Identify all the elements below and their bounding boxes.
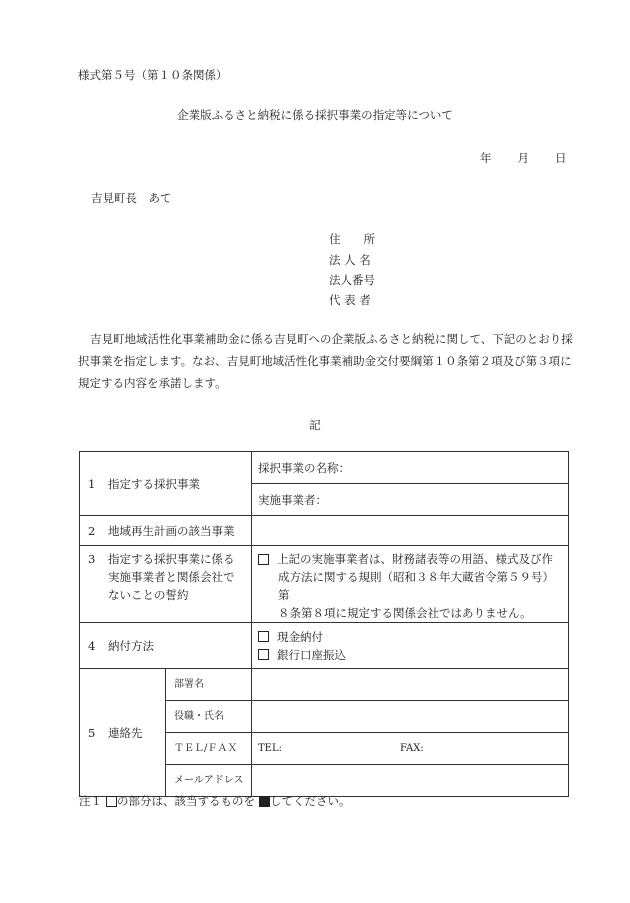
pledge-line3: ８条第８項に規定する関係会社ではありません。 <box>278 606 532 620</box>
row3-label-line2: 実施事業者と関係会社で <box>108 570 235 584</box>
row4-label: 納付方法 <box>108 638 154 653</box>
row3-label-cell <box>80 546 252 623</box>
document-title: 企業版ふるさと納税に係る採択事業の指定等について <box>177 108 453 122</box>
body-paragraph: 吉見町地域活性化事業補助金に係る吉見町への企業版ふるさと納税に関して、下記のとおり採択事業を指定します。なお、吉見町地域活性化事業補助金交付要綱第１０条第２項及び第３項に規定する内容を承諾します。 <box>78 332 573 390</box>
date-day: 日 <box>555 151 567 165</box>
project-name-label: 採択事業の名称： <box>258 460 350 475</box>
row2-label-cell <box>80 516 252 546</box>
details-table <box>79 451 569 797</box>
cash-payment-checkbox[interactable] <box>258 631 269 642</box>
applicant-corp-name-label: 法 人 名 <box>329 253 371 267</box>
title-name-label: 役職・氏名 <box>174 710 224 722</box>
row3-label-line1: 指定する採択事業に係る <box>108 552 235 566</box>
row3-number: 3 <box>88 552 96 566</box>
email-field[interactable] <box>252 765 569 797</box>
row5-label-cell <box>80 669 166 797</box>
applicant-corp-number-label: 法人番号 <box>329 273 375 287</box>
row5-label: 連絡先 <box>108 725 143 740</box>
implementer-field[interactable] <box>252 484 569 516</box>
row1-number: 1 <box>88 476 96 491</box>
telfax-field[interactable] <box>252 733 569 765</box>
date-line <box>480 150 567 166</box>
bank-transfer-label: 銀行口座振込 <box>277 647 346 662</box>
row4-label-cell <box>80 623 252 669</box>
project-name-field[interactable] <box>252 452 569 484</box>
row2-number: 2 <box>88 523 96 538</box>
form-number: 様式第５号（第１０条関係） <box>78 68 228 82</box>
note-text-a: の部分は、該当するものを <box>117 794 255 808</box>
row5-number: 5 <box>88 725 96 740</box>
addressee: 吉見町長 あて <box>91 191 172 205</box>
implementer-label: 実施事業者： <box>258 492 327 507</box>
pledge-cell <box>252 546 569 623</box>
telfax-label-cell <box>166 733 252 765</box>
email-label-cell <box>166 765 252 797</box>
title-name-label-cell <box>166 701 252 733</box>
pledge-checkbox[interactable] <box>258 554 269 565</box>
empty-checkbox-icon <box>106 796 117 807</box>
dept-label: 部署名 <box>174 678 204 690</box>
fax-label: FAX: <box>399 742 424 754</box>
row1-label: 指定する採択事業 <box>108 476 200 491</box>
row4-number: 4 <box>88 638 96 653</box>
note-prefix: 注１ <box>79 794 102 808</box>
dept-field[interactable] <box>252 669 569 701</box>
note-text-b: してください。 <box>270 794 351 808</box>
dept-label-cell <box>166 669 252 701</box>
telfax-label: ＴＥＬ/ＦＡＸ <box>174 742 238 754</box>
checked-checkbox-icon <box>259 796 270 807</box>
title-name-field[interactable] <box>252 701 569 733</box>
row1-label-cell <box>80 452 252 516</box>
applicant-address-label: 住 所 <box>329 232 375 246</box>
ki-heading: 記 <box>309 418 321 432</box>
pledge-line2: 成方法に関する規則（昭和３８年大蔵省令第５９号）第 <box>278 570 554 602</box>
pledge-line1: 上記の実施事業者は、財務諸表等の用語、様式及び作 <box>277 552 553 566</box>
cash-payment-label: 現金納付 <box>277 629 323 644</box>
email-label: メールアドレス <box>174 774 244 786</box>
payment-method-cell <box>252 623 569 669</box>
tel-label: TEL: <box>258 742 282 754</box>
footnote <box>79 793 351 809</box>
row2-label: 地域再生計画の該当事業 <box>108 523 235 538</box>
bank-transfer-checkbox[interactable] <box>258 649 269 660</box>
applicant-representative-label: 代 表 者 <box>329 293 371 307</box>
row3-label-line3: ないことの誓約 <box>108 588 189 602</box>
date-year: 年 <box>480 151 492 165</box>
date-month: 月 <box>517 151 529 165</box>
regional-plan-field[interactable] <box>252 516 569 546</box>
